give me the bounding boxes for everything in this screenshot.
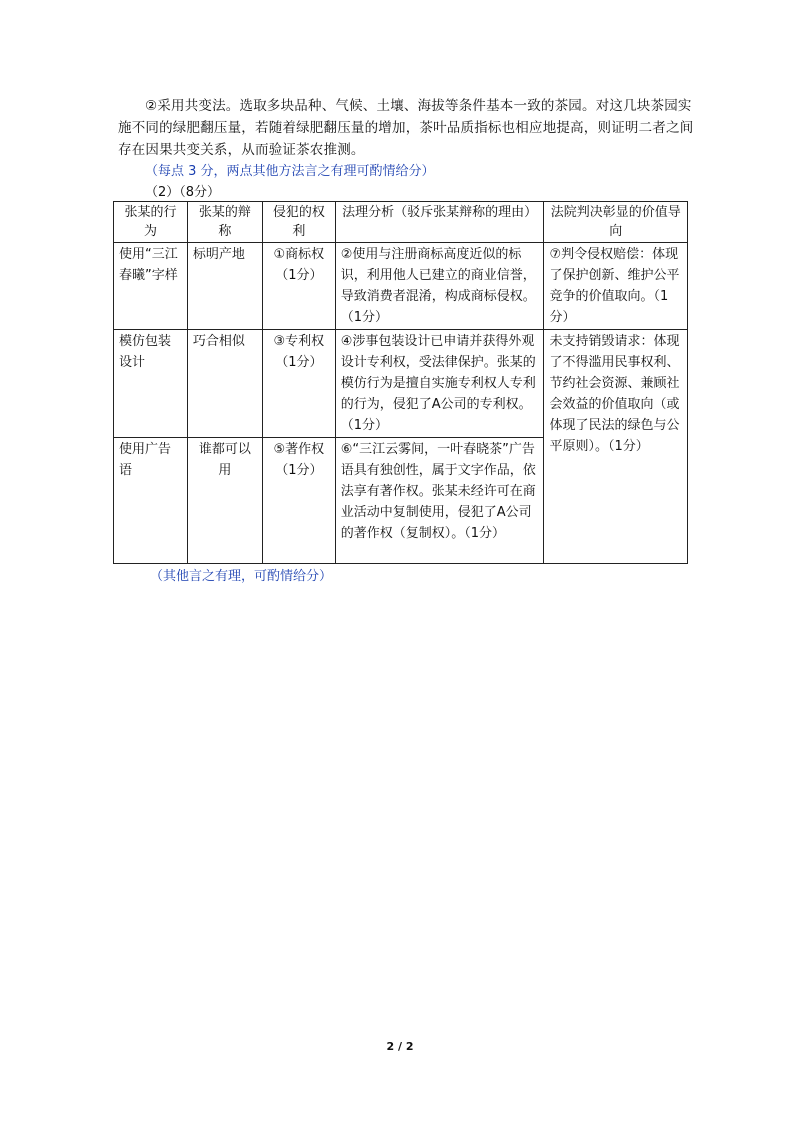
header-legal-analysis: 法理分析（驳斥张某辩称的理由） bbox=[335, 202, 544, 243]
cell-defense: 标明产地 bbox=[187, 243, 262, 330]
table-header-row bbox=[114, 202, 688, 243]
header-defense: 张某的辩称 bbox=[187, 202, 262, 243]
cell-behavior: 使用“三江春曦”字样 bbox=[114, 243, 188, 330]
cell-right: ③专利权（1分） bbox=[262, 330, 335, 438]
cell-defense: 巧合相似 bbox=[187, 330, 262, 438]
header-right: 侵犯的权利 bbox=[262, 202, 335, 243]
page-number: 2 / 2 bbox=[386, 1040, 414, 1053]
cell-value-destruction: 未支持销毁请求：体现了不得滥用民事权利、节约社会资源、兼顾社会效益的价值取向（或体现了民法的绿色与公平原则）。（1分） bbox=[544, 330, 688, 564]
paragraph-text: ②采用共变法。选取多块品种、气候、土壤、海拔等条件基本一致的茶园。对这几块茶园实施不同的绿肥翻压量，若随着绿肥翻压量的增加，茶叶品质指标也相应地提高，则证明二者之间存在因果共变关系，从而验证茶农推测。 bbox=[118, 98, 694, 158]
cell-behavior: 模仿包装设计 bbox=[114, 330, 188, 438]
analysis-table bbox=[113, 201, 688, 564]
question-2-heading: （2）（8分） bbox=[145, 185, 221, 200]
cell-value-compensation: ⑦判令侵权赔偿：体现了保护创新、维护公平竞争的价值取向。（1分） bbox=[544, 243, 688, 330]
table-row bbox=[114, 243, 688, 330]
header-value-orientation: 法院判决彰显的价值导向 bbox=[544, 202, 688, 243]
cell-right: ①商标权（1分） bbox=[262, 243, 335, 330]
final-note: （其他言之有理，可酌情给分） bbox=[150, 569, 333, 584]
cell-analysis: ⑥“三江云雾间，一叶春晓茶”广告语具有独创性，属于文字作品，依法享有著作权。张某未经许可在商业活动中复制使用，侵犯了A公司的著作权（复制权）。（1分） bbox=[335, 438, 544, 564]
scoring-note: （每点 3 分，两点其他方法言之有理可酌情给分） bbox=[145, 164, 435, 179]
cell-defense: 谁都可以用 bbox=[187, 438, 262, 564]
table-row bbox=[114, 330, 688, 438]
cell-behavior: 使用广告语 bbox=[114, 438, 188, 564]
cell-analysis: ④涉事包装设计已申请并获得外观设计专利权，受法律保护。张某的模仿行为是擅自实施专利权人专利的行为，侵犯了A公司的专利权。（1分） bbox=[335, 330, 544, 438]
header-behavior: 张某的行为 bbox=[114, 202, 188, 243]
cell-right: ⑤著作权（1分） bbox=[262, 438, 335, 564]
paragraph-co-variation-method bbox=[118, 95, 698, 161]
cell-analysis: ②使用与注册商标高度近似的标识，利用他人已建立的商业信誉，导致消费者混淆，构成商标侵权。（1分） bbox=[335, 243, 544, 330]
